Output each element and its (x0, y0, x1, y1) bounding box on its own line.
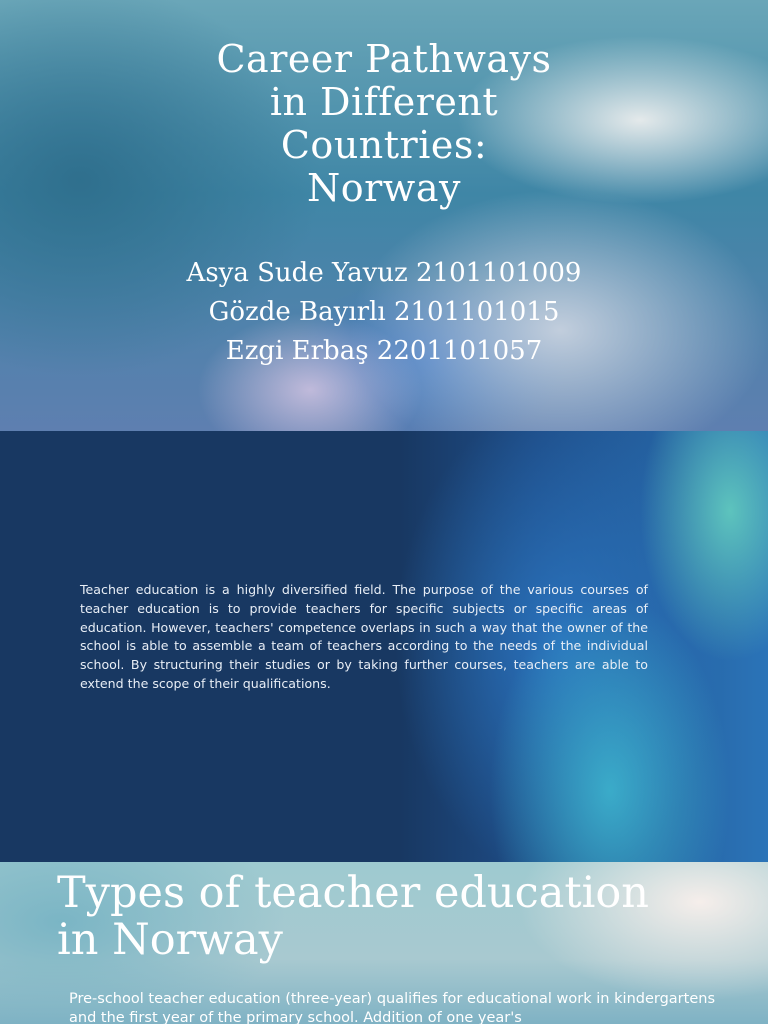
slide-2-intro (0, 431, 768, 862)
author-item: Ezgi Erbaş 2201101057 (225, 336, 543, 366)
slide-3-types (0, 862, 768, 1024)
intro-paragraph: Teacher education is a highly diversified field. The purpose of the various courses of teacher education is to provide teachers for specific subjects or specific areas of education. However, teachers' competence overlaps in such a way that the owner of the school is able to assemble a team of teachers according to the needs of the individual school. By structuring their studies or by taking further courses, teachers are able to extend the scope of their qualifications. (80, 582, 648, 691)
author-item: Gözde Bayırlı 2101101015 (208, 297, 560, 327)
types-paragraph: Pre-school teacher education (three-year) qualifies for educational work in kindergartens and the first year of the primary school. Addition of one year's (69, 991, 715, 1024)
slide-1-title (0, 0, 768, 431)
presentation-title: Career Pathways in Different Countries: Norway (216, 37, 552, 210)
section-heading: Types of teacher education in Norway (57, 868, 649, 965)
author-list (0, 254, 768, 371)
author-item: Asya Sude Yavuz 2101101009 (186, 258, 582, 288)
